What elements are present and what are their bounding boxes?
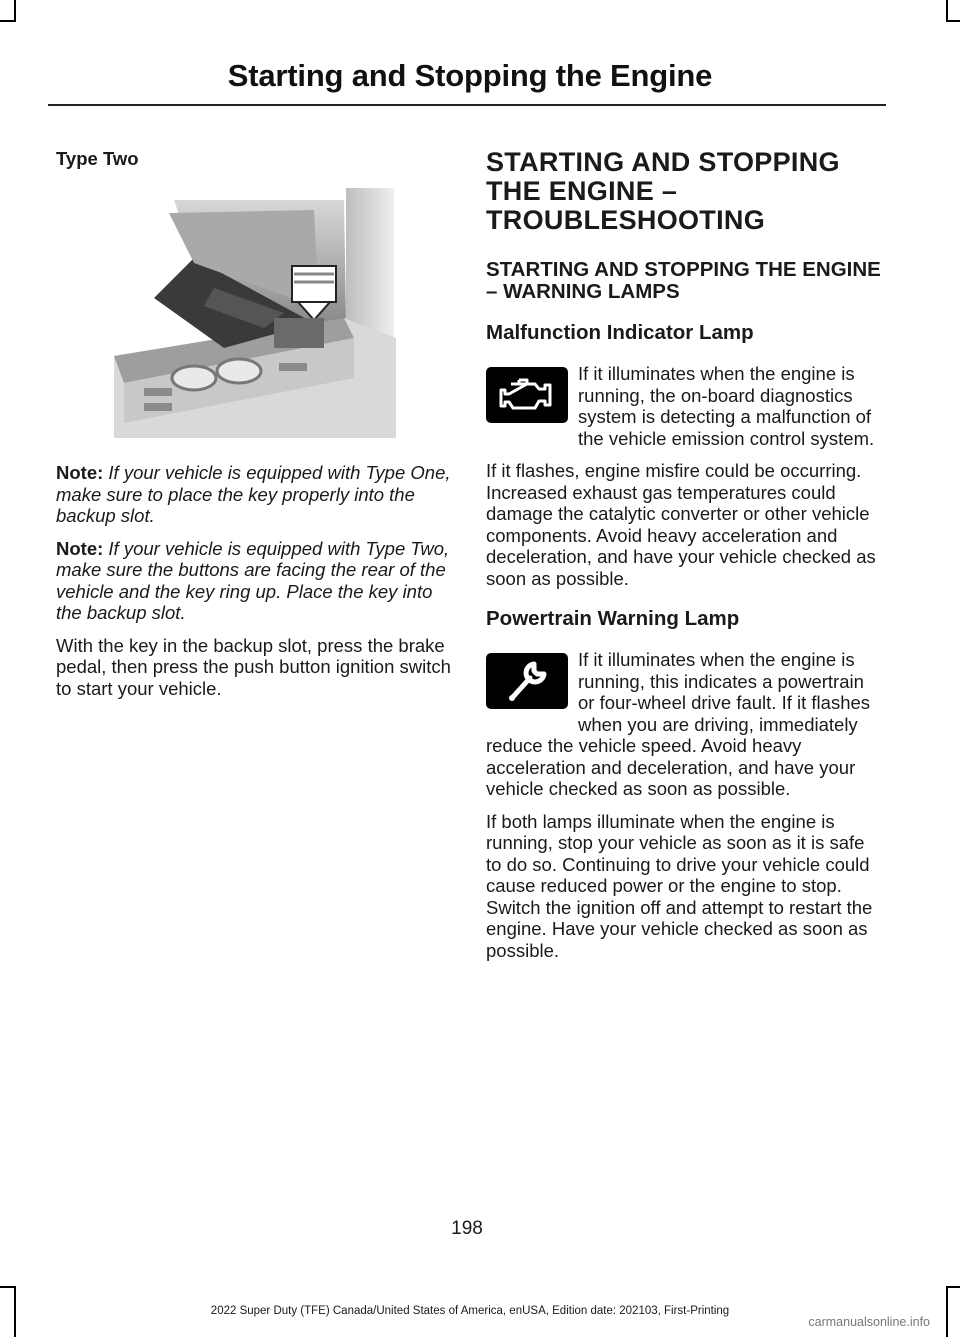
powertrain-lamp-text: If it illuminates when the engine is running, this indicates a powertrain or four-wheel drive fault. If it flashes when you are driving, immediately reduce the vehicle speed. Avoid heavy acceleration and deceleration, and have your vehicle checked as soon as possible. bbox=[486, 649, 871, 799]
malfunction-lamp-title: Malfunction Indicator Lamp bbox=[486, 321, 754, 344]
crop-mark bbox=[0, 1286, 16, 1288]
left-column bbox=[56, 148, 456, 710]
engine-icon bbox=[486, 367, 568, 423]
section-heading-line: TROUBLESHOOTING bbox=[486, 205, 765, 235]
section-heading-line: STARTING AND STOPPING bbox=[486, 147, 840, 177]
crop-mark bbox=[946, 1286, 948, 1337]
malfunction-lamp-block bbox=[486, 363, 882, 460]
key-backup-slot-illustration bbox=[114, 188, 396, 438]
header-rule bbox=[48, 104, 886, 106]
right-column bbox=[486, 148, 882, 972]
note-label: Note: bbox=[56, 462, 104, 483]
backup-slot-instructions: With the key in the backup slot, press the brake pedal, then press the push button ignition switch to start your vehicle. bbox=[56, 634, 451, 699]
page-header-title: Starting and Stopping the Engine bbox=[227, 58, 713, 93]
sub-heading: STARTING AND STOPPING THE ENGINE – WARNING LAMPS bbox=[486, 258, 881, 303]
malfunction-lamp-text: If it illuminates when the engine is running, the on-board diagnostics system is detecting a malfunction of the vehicle emission control system. bbox=[578, 363, 875, 449]
page-number: 198 bbox=[451, 1218, 483, 1239]
note-type-one bbox=[56, 462, 456, 527]
powertrain-lamp-title: Powertrain Warning Lamp bbox=[486, 607, 740, 630]
note-text: If your vehicle is equipped with Type Two, make sure the buttons are facing the rear of the vehicle and the key ring up. Place the key into the backup slot. bbox=[56, 537, 450, 623]
crop-mark bbox=[946, 0, 948, 22]
type-two-label: Type Two bbox=[56, 148, 139, 169]
both-lamps-text: If both lamps illuminate when the engine is running, stop your vehicle as soon as it is safe to do so. Continuing to drive your vehicle could cause reduced power or the engine to stop. Switch the ignition off and attempt to restart the engine. Have your vehicle checked as soon as possible. bbox=[486, 810, 873, 961]
crop-mark bbox=[14, 0, 16, 22]
edition-footer: 2022 Super Duty (TFE) Canada/United States of America, enUSA, Edition date: 202103, First-Printing bbox=[210, 1305, 730, 1317]
crop-mark bbox=[946, 20, 960, 22]
note-type-two bbox=[56, 538, 456, 624]
wrench-icon bbox=[486, 653, 568, 709]
crop-mark bbox=[0, 20, 16, 22]
note-text: If your vehicle is equipped with Type One, make sure to place the key properly into the backup slot. bbox=[56, 462, 451, 526]
crop-mark bbox=[946, 1286, 960, 1288]
malfunction-flash-text: If it flashes, engine misfire could be occurring. Increased exhaust gas temperatures could damage the catalytic converter or other vehicle components. Avoid heavy acceleration and deceleration, and have your vehicle checked as soon as possible. bbox=[486, 460, 876, 589]
note-label: Note: bbox=[56, 537, 104, 559]
section-heading-line: THE ENGINE – bbox=[486, 176, 678, 206]
section-heading bbox=[486, 148, 882, 235]
watermark: carmanualsonline.info bbox=[808, 1315, 930, 1329]
powertrain-lamp-block bbox=[486, 649, 882, 811]
